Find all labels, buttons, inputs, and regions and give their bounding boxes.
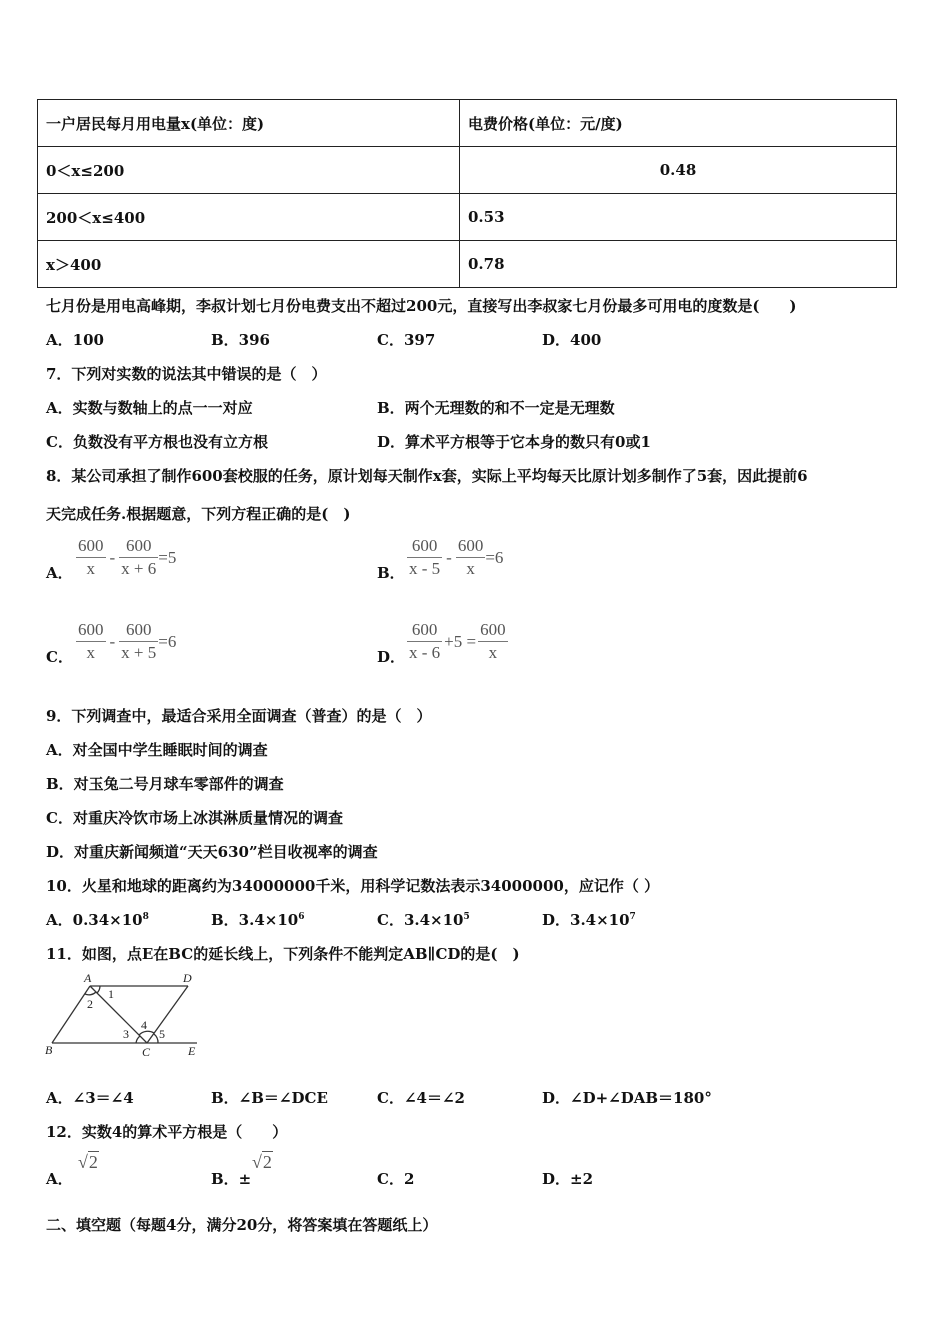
point-label-e: E [188,1044,196,1058]
q8-equation-b: $\frac{600}{x - 5}$ - $\frac{600}{x}$ =6 [409,536,504,578]
q8-stem-line2: 天完成任务.根据题意，下列方程正确的是( ) [46,505,351,523]
table-cell-range: 200＜x≤400 [38,194,460,241]
q11-option-d[interactable]: D．∠D+∠DAB＝180° [542,1089,712,1107]
q8-label-c[interactable]: C． [46,648,73,666]
q8-label-a[interactable]: A． [46,564,73,582]
q7-option-c[interactable]: C．负数没有平方根也没有立方根 [46,433,268,451]
q12-option-a-sqrt: √2 [78,1152,98,1172]
q9-option-b[interactable]: B．对玉兔二号月球车零部件的调查 [46,775,284,793]
parallelogram-figure [42,968,202,1060]
angle-arc-1 [97,986,100,993]
table-cell-range: 0＜x≤200 [38,147,460,194]
angle-label-5: 5 [159,1027,165,1041]
q6-option-b[interactable]: B．396 [211,331,270,349]
q10-option-a[interactable]: A．$0.34\times 10^8$ [46,911,149,929]
q12-option-d[interactable]: D．±2 [542,1170,594,1188]
q11-option-c[interactable]: C．∠4＝∠2 [377,1089,465,1107]
angle-label-4: 4 [141,1018,147,1032]
table-cell-price: 0.53 [460,194,897,241]
q7-option-d[interactable]: D．算术平方根等于它本身的数只有0或1 [377,433,651,451]
q12-option-a[interactable]: A． [46,1170,73,1188]
table-row [38,194,897,241]
segment-dc [147,986,188,1043]
table-header-usage: 一户居民每月用电量x(单位：度) [38,100,460,147]
q8-label-d[interactable]: D． [377,648,406,666]
q11-stem: 11．如图，点E在BC的延长线上，下列条件不能判定AB∥CD的是( ) [46,945,520,963]
segment-ac [90,986,147,1043]
table-cell-price: 0.78 [460,241,897,288]
q9-option-d[interactable]: D．对重庆新闻频道“天天630”栏目收视率的调查 [46,843,378,861]
table-header-price: 电费价格(单位：元/度) [460,100,897,147]
q10-option-d[interactable]: D．$3.4\times 10^7$ [542,911,636,929]
q12-option-c[interactable]: C．2 [377,1170,415,1188]
q12-option-b[interactable]: B．± [211,1170,252,1188]
q12-stem: 12．实数4的算术平方根是（ ） [46,1123,288,1141]
q9-option-c[interactable]: C．对重庆冷饮市场上冰淇淋质量情况的调查 [46,809,343,827]
section-heading-fill-in: 二、填空题（每题4分，满分20分，将答案填在答题纸上） [46,1216,438,1234]
table-row [38,100,897,147]
q10-stem: 10．火星和地球的距离约为34000000千米，用科学记数法表示34000000，应记作（ ） [46,877,660,895]
q8-equation-d: $\frac{600}{x - 6}$ +5 = $\frac{600}{x}$ [409,620,506,662]
q6-option-d[interactable]: D．400 [542,331,602,349]
angle-arc-3 [136,1036,140,1043]
q10-option-b[interactable]: B．$3.4\times 10^6$ [211,911,305,929]
segment-ab [52,986,90,1043]
point-label-a: A [84,971,92,985]
q11-option-a[interactable]: A．∠3＝∠4 [46,1089,134,1107]
q8-equation-c: $\frac{600}{x}$ - $\frac{600}{x + 5}$ =6 [78,620,177,662]
point-label-d: D [183,971,192,985]
tariff-table [37,99,897,288]
q7-stem: 7．下列对实数的说法其中错误的是（ ） [46,365,327,383]
q6-option-c[interactable]: C．397 [377,331,436,349]
q7-option-b[interactable]: B．两个无理数的和不一定是无理数 [377,399,615,417]
angle-arc-5 [154,1034,158,1043]
q6-option-a[interactable]: A．100 [46,331,104,349]
q11-option-b[interactable]: B．∠B＝∠DCE [211,1089,328,1107]
point-label-b: B [45,1043,53,1057]
q8-label-b[interactable]: B． [377,564,405,582]
angle-label-3: 3 [123,1027,129,1041]
q10-option-c[interactable]: C．$3.4\times 10^5$ [377,911,470,929]
angle-arc-2 [85,992,96,995]
q6-stem: 七月份是用电高峰期，李叔计划七月份电费支出不超过200元，直接写出李叔家七月份最多可用电的度数是( ) [46,297,797,315]
q8-stem-line1: 8．某公司承担了制作600套校服的任务，原计划每天制作x套，实际上平均每天比原计划多制作了5套，因此提前6 [46,467,808,485]
q9-option-a[interactable]: A．对全国中学生睡眠时间的调查 [46,741,268,759]
q12-option-b-sqrt: √2 [252,1152,272,1172]
table-row [38,241,897,288]
table-cell-range: x＞400 [38,241,460,288]
q8-equation-a: $\frac{600}{x}$ - $\frac{600}{x + 6}$ =5 [78,536,177,578]
table-row [38,147,897,194]
q9-stem: 9．下列调查中，最适合采用全面调查（普查）的是（ ） [46,707,432,725]
angle-label-2: 2 [87,997,93,1011]
q7-option-a[interactable]: A．实数与数轴上的点一一对应 [46,399,253,417]
table-cell-price: 0.48 [460,147,897,194]
point-label-c: C [142,1045,151,1059]
angle-label-1: 1 [108,987,114,1001]
